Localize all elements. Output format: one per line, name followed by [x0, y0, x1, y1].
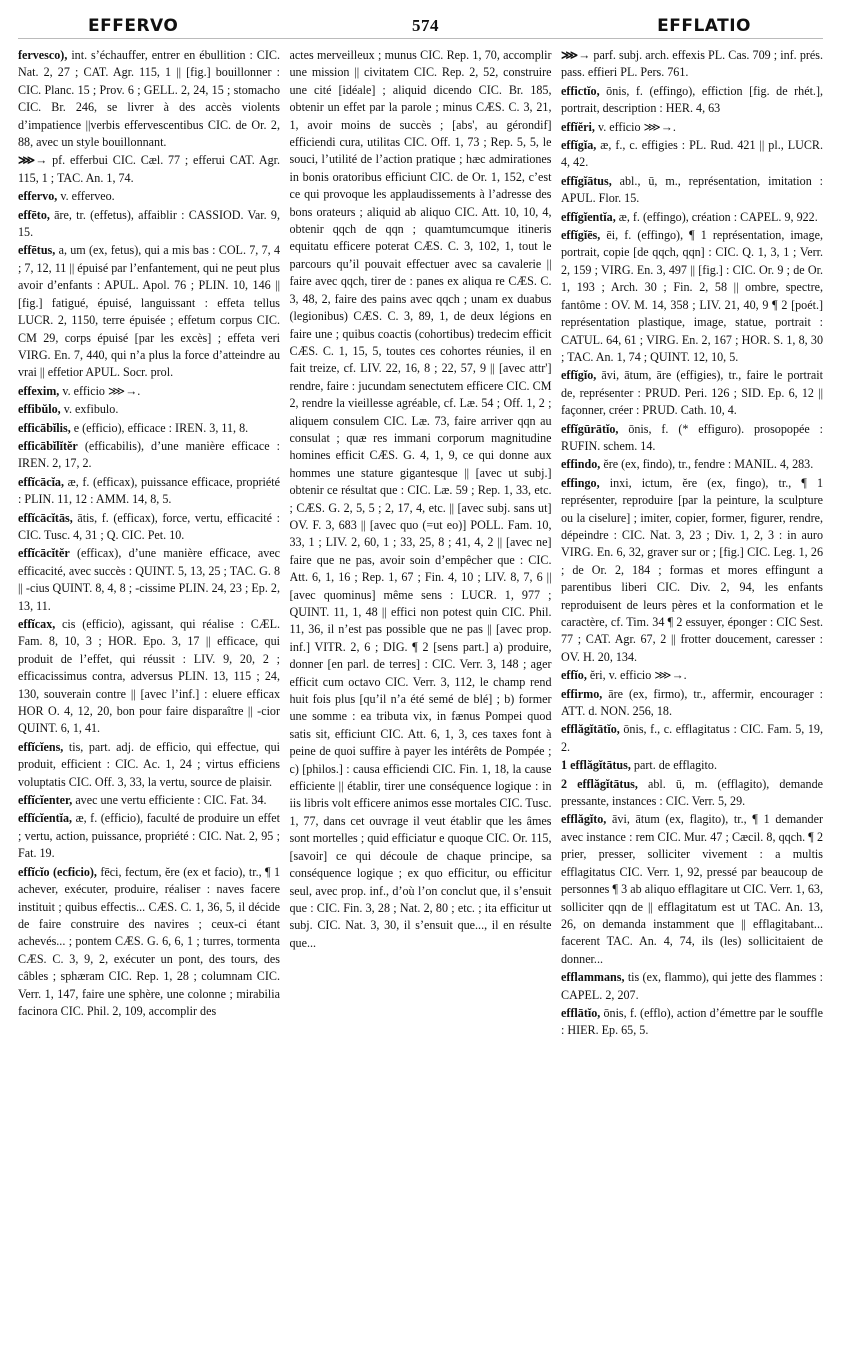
entry-headword: efflātĭo,	[561, 1005, 601, 1020]
entry-text: āre (ex, firmo), tr., affermir, encourager : ATT. d. NON. 256, 18.	[561, 686, 823, 719]
entry-headword: effĭcĭo (ecficio),	[18, 864, 97, 879]
entry-text: v. efferveo.	[60, 189, 115, 204]
entry-headword: 1 efflăgĭtātus,	[561, 758, 631, 773]
entry-text: ōnis, f. (* effiguro). prosopopée : RUFIN. schem. 14.	[561, 421, 823, 453]
dictionary-entry	[18, 438, 280, 473]
dictionary-entry	[561, 456, 823, 473]
dictionary-entry	[18, 152, 280, 187]
entry-text: æ, f. (effingo), création : CAPEL. 9, 922.	[618, 209, 818, 224]
entry-text: inxi, ictum, ĕre (ex, fingo), tr., ¶ 1 représenter, reproduire [par la peinture, la sculpture ou la ciselure] ; imiter, copier, former, figurer, rendre, dépeindre : CIC. Nat. 3, 23 ; Div. 1, 2, 3 : in auro VIRG. En. 6, 32, graver sur or ; [fig.] CIC. Leg. 1, 26 ; de Or. 2, 184 ; formas et mores effingunt a parentibus liberi CIC. Div. 2, 94, les enfants reproduisent de leurs pères et la conformation et le caractère, cf. Tim. 34 ¶ 2 essuyer, éponger : CIC Sest. 77 ; CAT. Agr. 67, 2 || frotter doucement, caresser : OV. H. 20, 134.	[561, 475, 823, 664]
entry-headword: effibŭlo,	[18, 402, 61, 417]
entry-headword: effēto,	[18, 207, 50, 222]
dictionary-entry	[561, 757, 823, 774]
entry-text: ōnis, f., c. efflagitatus : CIC. Fam. 5, 19, 2.	[561, 722, 823, 754]
dictionary-entry	[18, 401, 280, 418]
column-middle	[290, 47, 552, 1343]
entry-headword: efficābĭlĭtĕr	[18, 438, 78, 453]
entry-text: actes merveilleux ; munus CIC. Rep. 1, 70, accomplir une mission || civitatem CIC. Rep. 2, 52, construire une cité [idéale] ; aliquid dicendo CIC. Br. 185, obtenir un effet par la parole ; minus CÆS. C. 3, 21, 1, avoir moins de succès ; [abs', au gérondif] efficiendi cura, utilitas CIC. Off. 1, 73 ; Rep. 5, 5, le souci, l’utilité de l’action pratique ; hæc admirationes in bonis oratoribus efficiunt CIC. de Or. 1, 152, c’est ce qui provoque les applaudissements à l’adresse des bons orateurs ; aliquid ab aliquo CIC. Att. 10, 10, 4, obtenir qqch de qqn ; quamtumcumque itineris equitatu efficere poterat CÆS. C. 3, 102, 1, tout le parcours qu’il pouvait effectuer avec sa cavalerie || faire avec qqch, tirer de : panes ex aliqua re CÆS. C. 3, 48, 2, faire des pains avec qqch ; unam ex duabus (legionibus) CÆS. C. 3, 89, 1, de deux légions en faire une ; quibus coactis (cohortibus) tredecim efficit CÆS. C. 1, 15, 5, toutes ces cohortes réunies, il en fait treize, cf. LIV. 22, 16, 8 ; 22, 57, 9 || [avec attr'] rendre, faire : jucundam senectutem efficere CIC. CM 2, rendre la vieillesse agréable, cf. Læ. 54 ; Off. 1, 2 ; aliquem consulem CIC. Læ. 73, faire arriver qqn au consulat ; quæ res immani corporum magnitudine homines efficit CÆS. G. 4, 1, 9, ce qui donne aux hommes une stature gigantesque || [avec ut subj.] obtenir ce résultat que : CIC. Læ. 59 ; Rep. 1, 33, etc. ; CÆS. G. 2, 5, 5 ; 2, 17, 4, etc. || [avec subj. sans ut] OV. F. 3, 683 || [avec quo (=ut eo)] POLL. Fam. 10, 33, 1 ; LIV. 2, 60, 1 ; 33, 25, 8 ; 41, 4, 2 || [avec ne] faire que ne pas, avoir soin d’empêcher que : CIC. Att. 6, 1, 16 ; Rep. 1, 67 ; Fin. 4, 10 ; LIV. 8, 7, 6 || [avec quominus] même sens : LUCR. 1, 977 ; QUINT. 11, 1, 48 || effici non potest quin CIC. Phil. 11, 36, il n’est pas possible que ne pas || [avec prop. inf.] VITR. 2, 6 ; DIG. ¶ 2 [sens part.] a) produire, donner [en parl. de terres] : CIC. Verr. 3, 148 ; ager efficit cum octavo CIC. Verr. 3, 112, le champ rend huit fois plus [qu’il n’a été semé de blé] ; b) former une somme : ea tributa vix, in fænus Pompei quod satis sit, efficiunt CIC. Att. 6, 1, 3, ces taxes font à peine de quoi suffire à payer les intérêts de Pompée ; c) [philos.] : causa efficiendi CIC. Fin. 1, 18, la cause efficiente || établir, tirer une conséquence logique : in iis libris volt efficere animos esse mortales CIC. Tusc. 1, 77, dans cet ouvrage il veut établir que les âmes sont mortelles ; quid efficiatur e quoque CIC. Or. 115, [savoir] ce qui découle de chaque principe, sa conséquence logique ; ex quo efficitur, ou efficitur seul, avec prop. inf., d’où l’on conclut que, il s’ensuit que : CIC. Fin. 3, 28 ; Nat. 2, 80 ; etc. ; ita efficitur ut subj. CIC. Nat. 3, 30, il s’ensuit que..., il en résulte que...	[289, 48, 552, 950]
entry-text: tis (ex, flammo), qui jette des flammes : CAPEL. 2, 207.	[561, 970, 823, 1002]
entry-headword: effĭgĭēs,	[561, 228, 601, 243]
entry-headword: effindo,	[561, 457, 601, 472]
dictionary-entry	[18, 864, 280, 1021]
dictionary-entry	[18, 207, 280, 242]
entry-text: parf. subj. arch. effexis PL. Cas. 709 ; inf. prés. pass. effieri PL. Pers. 761.	[561, 48, 823, 80]
entry-text: āvi, ātum (ex, flagito), tr., ¶ 1 demander avec instance : rem CIC. Mur. 47 ; Cæcil. 8, qqch. ¶ 2 prier, presser, solliciter vivement : a multis efflagitatus CIC. Verr. 1, 92, pressé par beaucoup de personnes ¶ 3 ab aliquo efflagitare ut CIC. Verr. 1, 63, solliciter qqn de || efflagitatum est ut TAC. An. 13, 26, on demanda instamment que || efflagitabant... facerent TAC. An. 4, 74, ils (les) sollicitaient de donner...	[561, 812, 823, 966]
entry-text: v. efficio ⋙→.	[597, 119, 676, 134]
running-head-right: EFFLATIO	[657, 16, 751, 36]
dictionary-entry	[561, 811, 823, 968]
dictionary-entry	[561, 776, 823, 811]
dictionary-entry	[561, 119, 823, 136]
entry-text: fēci, fectum, ĕre (ex et facio), tr., ¶ 1 achever, exécuter, produire, réaliser : naves facere instituit ; quibus effectis... CÆS. C. 1, 36, 5, il décide de faire construire des navires ; ceux-ci étant achevés... ; pontem CÆS. G. 6, 6, 1 ; turres, tormenta CÆS. C. 3, 9, 2, exécuter un pont, des tours, des câbles ; sphæram CIC. Rep. 1, 28 ; columnam CIC. Verr. 1, 147, faire une sphère, une colonne ; mirabilia facinora CIC. Phil. 2, 109, accomplir des	[18, 864, 280, 1018]
entry-text: part. de efflagito.	[633, 758, 717, 773]
dictionary-entry	[561, 686, 823, 721]
entry-headword: effĭĕri,	[561, 119, 595, 134]
entry-headword: effĭcācĭa,	[18, 474, 64, 489]
dictionary-entry	[18, 420, 280, 437]
entry-headword: effētus,	[18, 243, 56, 258]
entry-headword: effĭcĭenter,	[18, 793, 73, 808]
entry-text: int. s’échauffer, entrer en ébullition : CIC. Nat. 2, 27 ; CAT. Agr. 115, 1 || [fig.] bouillonner : CIC. Planc. 15 ; Prov. 6 ; GELL. 2, 24, 15 ; stomacho CIC. Br. 246, se livrer à des accès violents d’impatience ||verbis effervescentibus CIC. de Or. 2, 88, avec un style bouillonnant.	[18, 48, 280, 150]
entry-headword: effĭcācĭtās,	[18, 510, 73, 525]
entry-text: pf. efferbui CIC. Cæl. 77 ; efferui CAT. Agr. 115, 1 ; TAC. An. 1, 74.	[18, 153, 280, 185]
entry-headword: effĭgĭātus,	[561, 173, 612, 188]
entry-text: āvi, ātum, āre (effigies), tr., faire le portrait de, représenter : PRUD. Peri. 126 ; SID. Ep. 6, 12 || façonner, créer : PRUD. Cath. 10, 4.	[561, 368, 823, 418]
running-head-left: EFFERVO	[88, 16, 179, 36]
entry-text: a, um (ex, fetus), qui a mis bas : COL. 7, 7, 4 ; 7, 12, 11 || épuisé par l’enfantement, qui ne peut plus avoir d’enfants : APUL. Apol. 76 ; PLIN. 10, 146 || [fig.] fatigué, épuisé, languissant : effeta tellus LUCR. 2, 1150, terre épuisée ; effetum corpus CIC. CM 29, corps épuisé [par les excès] ; effeta veri VIRG. En. 7, 440, qui n’a plus la force d’atteindre au vrai || effetior APUL. Socr. prol.	[18, 243, 280, 380]
dictionary-entry	[561, 173, 823, 208]
entry-headword: fervesco),	[18, 48, 68, 62]
entry-headword: efflăgĭto,	[561, 812, 607, 827]
entry-text: ēi, f. (effingo), ¶ 1 représentation, image, portrait, copie [de qqch, qqn] : CIC. Q. 1, 3, 1 ; Verr. 2, 159 ; VIRG. En. 3, 497 || [fig.] : CIC. Or. 9 ; de Or. 1, 193 ; Arch. 30 ; Fin. 2, 58 || ombre, spectre, fantôme : OV. M. 14, 358 ; LIV. 21, 40, 9 ¶ 2 [poét.] représentation plastique, image, statue, portrait : CATUL. 64, 61 ; VIRG. En. 2, 167 ; HOR. S. 1, 8, 30 ; TAC. An. 1, 74 ; QUINT. 12, 10, 5.	[561, 228, 823, 364]
entry-text: v. efficio ⋙→.	[62, 383, 141, 398]
dictionary-entry	[561, 667, 823, 684]
entry-text: e (efficio), efficace : IREN. 3, 11, 8.	[73, 420, 249, 435]
dictionary-entry	[18, 510, 280, 545]
entry-headword: effĭgūrātĭo,	[561, 421, 619, 436]
dictionary-entry	[290, 47, 552, 952]
entry-headword: effĭo,	[561, 668, 587, 683]
columns	[18, 47, 823, 1343]
entry-headword: efflăgĭtātĭo,	[561, 722, 620, 737]
page-number: 574	[412, 16, 439, 35]
entry-headword: effĭcĭens,	[18, 739, 64, 754]
entry-text: æ, f., c. effigies : PL. Rud. 421 || pl., LUCR. 4, 42.	[561, 138, 823, 170]
entry-headword: effĭgĭentĭa,	[561, 209, 616, 224]
entry-text: æ, f. (efficio), faculté de produire un effet ; vertu, action, puissance, propriété : CIC. Nat. 2, 95 ; Fat. 19.	[18, 811, 280, 861]
dictionary-entry	[18, 188, 280, 205]
dictionary-entry	[18, 792, 280, 809]
dictionary-entry	[561, 475, 823, 666]
dictionary-entry	[18, 383, 280, 400]
entry-headword: effĭcācĭtĕr	[18, 546, 70, 561]
dictionary-entry	[18, 616, 280, 738]
entry-headword: effirmo,	[561, 686, 603, 701]
dictionary-entry	[561, 209, 823, 226]
dictionary-entry	[561, 83, 823, 118]
dictionary-entry	[18, 474, 280, 509]
entry-headword: effĭgĭo,	[561, 368, 597, 383]
entry-text: tis, part. adj. de efficio, qui effectue, qui produit, efficient : CIC. Ac. 1, 24 ; virtus efficiens voluptatis CIC. Off. 3, 33, la vertu, source de plaisir.	[18, 739, 280, 789]
dictionary-entry	[561, 421, 823, 456]
entry-text: avec une vertu efficiente : CIC. Fat. 34.	[75, 793, 267, 808]
dictionary-entry	[561, 137, 823, 172]
dictionary-entry	[561, 969, 823, 1004]
entry-text: ōnis, f. (effingo), effiction [fig. de rhét.], portrait, description : HER. 4, 63	[561, 83, 823, 116]
page-header	[18, 10, 823, 39]
entry-headword: effingo,	[561, 475, 600, 490]
dictionary-entry	[561, 1005, 823, 1040]
entry-text: v. exfibulo.	[63, 402, 119, 417]
entry-headword: efflammans,	[561, 970, 625, 985]
entry-headword: effervo,	[18, 189, 58, 204]
dictionary-entry	[561, 47, 823, 82]
dictionary-entry	[18, 242, 280, 381]
entry-text: āre, tr. (effetus), affaiblir : CASSIOD. Var. 9, 15.	[18, 207, 280, 240]
entry-headword: ⋙→	[18, 153, 48, 168]
dictionary-entry	[18, 739, 280, 791]
entry-text: ātis, f. (efficax), force, vertu, efficacité : CIC. Tusc. 4, 31 ; Q. CIC. Pet. 10.	[18, 510, 280, 542]
dictionary-entry	[561, 721, 823, 756]
entry-text: abl. ū, m. (efflagito), demande pressante, instances : CIC. Verr. 5, 29.	[561, 776, 823, 809]
entry-text: ōnis, f. (efflo), action d’émettre par le souffle : HIER. Ep. 65, 5.	[561, 1005, 823, 1038]
dictionary-entry	[18, 47, 280, 151]
entry-headword: effictĭo,	[561, 83, 600, 98]
entry-text: cis (efficio), agissant, qui réalise : CÆL. Fam. 8, 10, 3 ; HOR. Epo. 3, 17 || efficace, qui produit de l’effet, qui réussit : LIV. 9, 20, 2 ; efficacissimus contra, adversus PLIN. 13, 115 ; 24, 130, souverain contre || [avec l’inf.] : eluere efficax HOR O. 4, 12, 20, bon pour faire disparaître || -cior QUINT. 6, 1, 41.	[18, 617, 280, 736]
entry-headword: ⋙→	[561, 48, 591, 62]
entry-headword: effĭcax,	[18, 617, 56, 631]
column-right	[561, 47, 823, 1343]
entry-headword: efficābĭlis,	[18, 420, 71, 435]
entry-text: abl., ū, m., représentation, imitation : APUL. Flor. 15.	[561, 173, 823, 206]
dictionary-entry	[18, 810, 280, 862]
column-left	[18, 47, 280, 1343]
entry-headword: effĭgĭa,	[561, 138, 597, 153]
entry-headword: effĭcĭentĭa,	[18, 811, 73, 826]
dictionary-entry	[561, 367, 823, 419]
entry-text: æ, f. (efficax), puissance efficace, propriété : PLIN. 11, 12 : AMM. 14, 8, 5.	[18, 474, 280, 507]
entry-text: ĕre (ex, findo), tr., fendre : MANIL. 4, 283.	[603, 457, 814, 472]
dictionary-entry	[561, 227, 823, 366]
entry-headword: 2 efflăgĭtātus,	[561, 776, 638, 791]
entry-text: (efficabilis), d’une manière efficace : IREN. 2, 17, 2.	[18, 438, 280, 471]
entry-text: ĕri, v. efficio ⋙→.	[589, 668, 687, 683]
entry-text: (efficax), d’une manière efficace, avec efficacité, avec succès : QUINT. 5, 13, 25 ; TAC. G. 8 || -cius QUINT. 8, 4, 8 ; -cissime PLIN. 24, 23 ; Ep. 2, 13, 11.	[18, 546, 280, 613]
dictionary-entry	[18, 545, 280, 615]
entry-headword: effexim,	[18, 383, 60, 398]
